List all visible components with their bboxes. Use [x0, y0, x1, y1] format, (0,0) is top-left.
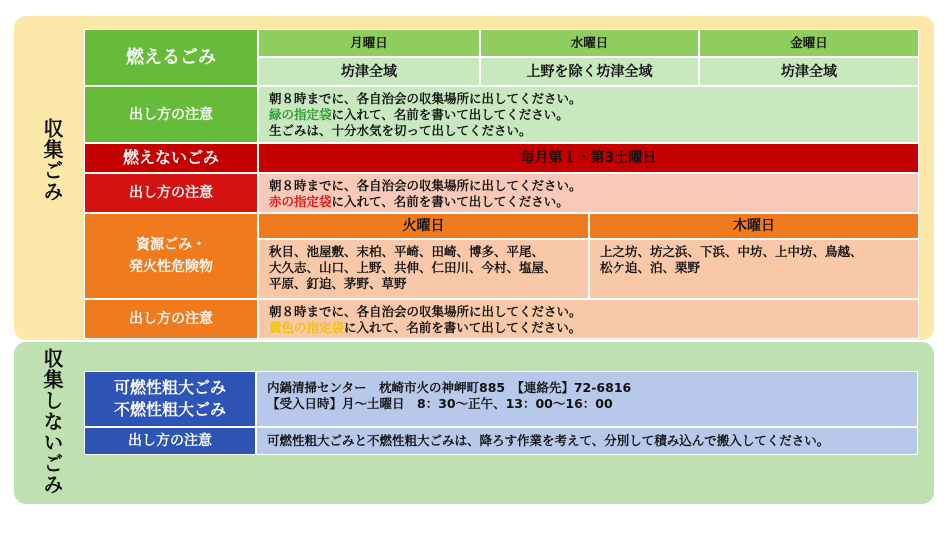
red-bag-label: 赤の指定袋	[269, 194, 332, 209]
resources-areas-thu: 上之坊、坊之浜、下浜、中坊、上中坊、鳥越、 松ケ迫、泊、栗野	[589, 239, 919, 299]
non-burnable-note-line1: 朝８時までに、各自治会の収集場所に出してください。	[269, 178, 582, 193]
burnable-day-wed: 水曜日	[480, 29, 699, 57]
burnable-note-line1: 朝８時までに、各自治会の収集場所に出してください。	[269, 91, 582, 106]
burnable-day-mon: 月曜日	[258, 29, 480, 57]
green-bag-label: 緑の指定袋	[269, 107, 332, 122]
bulky-title: 可燃性粗大ごみ 不燃性粗大ごみ	[84, 371, 256, 427]
not-collected-label: 収集しないごみ	[40, 348, 64, 495]
burnable-note-line3: 生ごみは、十分水気を切って出してください。	[269, 123, 532, 138]
bulky-info-line1: 内鍋清掃センター 枕崎市火の神岬町885 【連絡先】72-6816	[267, 380, 632, 395]
burnable-area-fri: 坊津全域	[699, 57, 919, 86]
resources-day-tue: 火曜日	[258, 213, 589, 239]
non-burnable-notes-label: 出し方の注意	[84, 173, 258, 213]
burnable-area-mon: 坊津全域	[258, 57, 480, 86]
resources-note-line1: 朝８時までに、各自治会の収集場所に出してください。	[269, 304, 582, 319]
burnable-note-line2: 緑の指定袋に入れて、名前を書いて出してください。	[269, 107, 569, 122]
resources-note-line2: 黄色の指定袋に入れて、名前を書いて出してください。	[269, 320, 582, 335]
yellow-bag-label: 黄色の指定袋	[269, 320, 345, 335]
non-burnable-notes	[258, 173, 919, 213]
bulky-note: 可燃性粗大ごみと不燃性粗大ごみは、降ろす作業を考えて、分別して積み込んで搬入してください。	[256, 427, 918, 455]
burnable-day-fri: 金曜日	[699, 29, 919, 57]
collected-label: 収集ごみ	[40, 118, 64, 202]
non-burnable-schedule: 毎月第１・第3土曜日	[258, 143, 919, 173]
resources-notes-label: 出し方の注意	[84, 299, 258, 339]
burnable-title: 燃えるごみ	[84, 29, 258, 86]
resources-day-thu: 木曜日	[589, 213, 919, 239]
burnable-area-wed: 上野を除く坊津全域	[480, 57, 699, 86]
bulky-info-line2: 【受入日時】月～土曜日 8：30～正午、13：00～16：00	[267, 396, 613, 411]
resources-notes	[258, 299, 919, 339]
non-burnable-title: 燃えないごみ	[84, 143, 258, 173]
burnable-notes	[258, 86, 919, 143]
resources-areas-tue: 秋目、池屋敷、末柏、平崎、田崎、博多、平尾、 大久志、山口、上野、共伸、仁田川、今村、塩屋、 平原、釘迫、茅野、草野	[258, 239, 589, 299]
resources-title: 資源ごみ・ 発火性危険物	[84, 213, 258, 299]
non-burnable-note-line2: 赤の指定袋に入れて、名前を書いて出してください。	[269, 194, 569, 209]
bulky-notes-label: 出し方の注意	[84, 427, 256, 455]
bulky-info	[256, 371, 918, 427]
burnable-notes-label: 出し方の注意	[84, 86, 258, 143]
